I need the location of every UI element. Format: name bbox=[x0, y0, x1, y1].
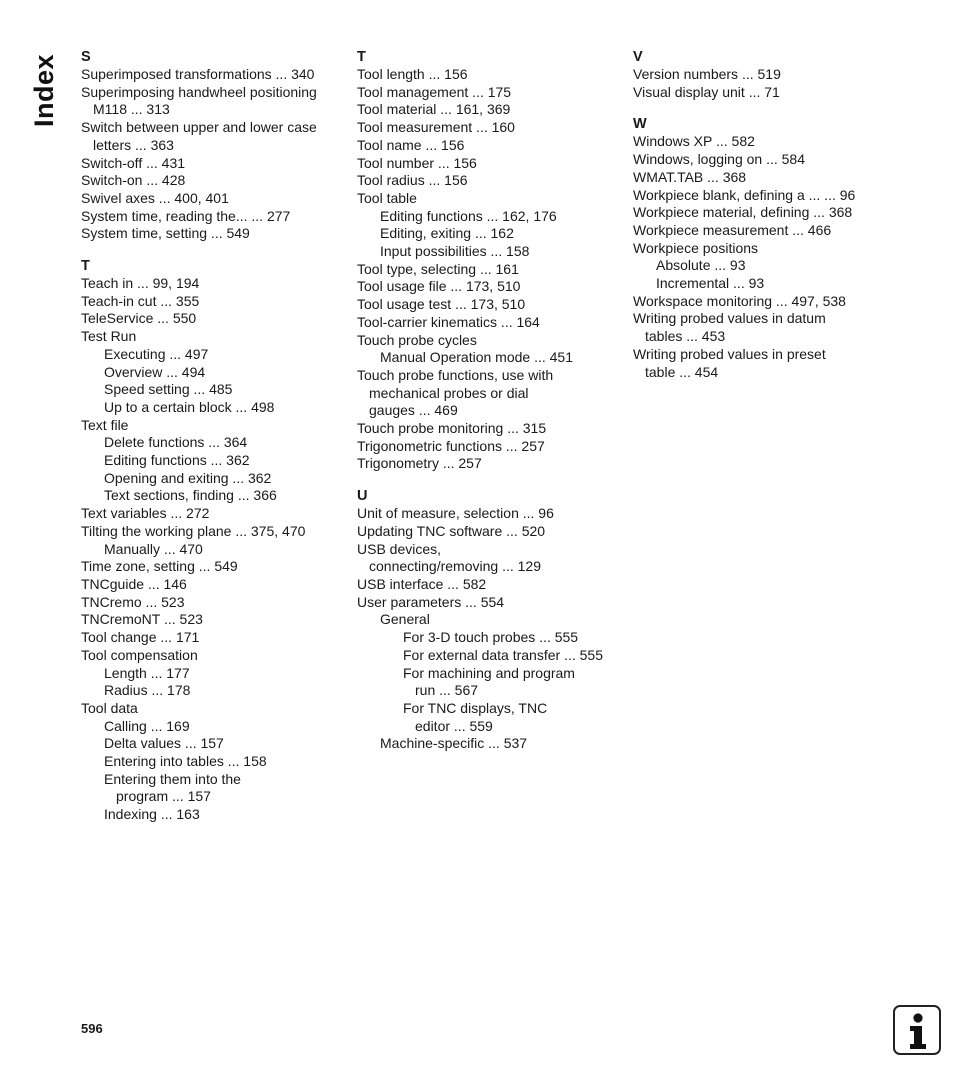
index-entry-text: Tool table bbox=[357, 189, 417, 206]
index-entry-text: Editing functions ... 162, 176 bbox=[380, 207, 557, 224]
index-entry bbox=[81, 310, 341, 328]
index-subentry bbox=[104, 487, 341, 505]
index-entry bbox=[633, 66, 893, 84]
index-entry bbox=[357, 541, 617, 559]
index-entry-text: Tool material ... 161, 369 bbox=[357, 101, 511, 118]
index-entry-text: TeleService ... 550 bbox=[81, 310, 197, 327]
index-entry-text: Unit of measure, selection ... 96 bbox=[357, 505, 554, 522]
index-entry-text: Tool usage file ... 173, 510 bbox=[357, 278, 521, 295]
index-entry-text: For 3-D touch probes ... 555 bbox=[403, 629, 579, 646]
index-entry-text: Calling ... 169 bbox=[104, 717, 190, 734]
index-entry-text: Teach-in cut ... 355 bbox=[81, 292, 200, 309]
index-subentry bbox=[380, 735, 617, 753]
index-entry bbox=[81, 647, 341, 665]
index-entry-text: Absolute ... 93 bbox=[656, 257, 746, 274]
index-entry-text: Swivel axes ... 400, 401 bbox=[81, 189, 229, 206]
index-entry bbox=[81, 190, 341, 208]
index-subentry bbox=[656, 257, 893, 275]
index-entry bbox=[81, 119, 341, 137]
index-entry bbox=[81, 611, 341, 629]
index-entry-text: For external data transfer ... 555 bbox=[403, 646, 603, 663]
index-entry bbox=[81, 629, 341, 647]
index-section-title bbox=[29, 50, 61, 130]
index-subentry bbox=[104, 665, 341, 683]
index-entry-text: Length ... 177 bbox=[104, 664, 190, 681]
index-entry bbox=[81, 155, 341, 173]
index-entry-text: Tool-carrier kinematics ... 164 bbox=[357, 313, 540, 330]
index-title-text: Index bbox=[29, 53, 60, 127]
index-letter-heading: T bbox=[357, 49, 366, 65]
index-entry-text: Touch probe cycles bbox=[357, 331, 477, 348]
index-letter-heading: U bbox=[357, 488, 368, 505]
index-entry-text: Delta values ... 157 bbox=[104, 735, 224, 752]
index-entry-text: Visual display unit ... 71 bbox=[633, 83, 780, 100]
index-entry-continuation: table ... 454 bbox=[645, 363, 719, 380]
index-entry-text: Input possibilities ... 158 bbox=[380, 243, 530, 260]
info-glyph bbox=[895, 1007, 939, 1053]
index-entry bbox=[357, 296, 617, 314]
index-entry bbox=[357, 119, 617, 137]
index-entry-text: Radius ... 178 bbox=[104, 682, 191, 699]
index-entry-text: TNCremoNT ... 523 bbox=[81, 611, 203, 628]
index-entry-text: Tool measurement ... 160 bbox=[357, 119, 515, 136]
index-entry bbox=[81, 505, 341, 523]
index-entry-text: Teach in ... 99, 194 bbox=[81, 275, 200, 292]
index-entry-text: Time zone, setting ... 549 bbox=[81, 558, 238, 575]
index-entry-text: For machining and program bbox=[403, 664, 575, 681]
index-entry bbox=[357, 155, 617, 173]
index-entry bbox=[357, 278, 617, 296]
index-subentry bbox=[104, 346, 341, 364]
index-entry-text: Windows, logging on ... 584 bbox=[633, 151, 805, 168]
index-entry bbox=[81, 275, 341, 293]
index-entry-text: Workpiece blank, defining a ... ... 96 bbox=[633, 186, 856, 203]
index-entry-text: Writing probed values in datum bbox=[633, 310, 826, 327]
index-entry-text: USB interface ... 582 bbox=[357, 575, 487, 592]
index-entry-text: Indexing ... 163 bbox=[104, 806, 200, 823]
index-entry bbox=[81, 84, 341, 102]
index-letter-heading: S bbox=[81, 49, 91, 65]
index-entry bbox=[81, 576, 341, 594]
index-entry bbox=[633, 240, 893, 258]
index-entry-text: Text file bbox=[81, 416, 129, 433]
index-entry-text: Superimposed transformations ... 340 bbox=[81, 66, 315, 82]
info-icon bbox=[893, 1005, 941, 1055]
index-entry bbox=[357, 455, 617, 473]
index-entry bbox=[81, 700, 341, 718]
index-subentry bbox=[380, 225, 617, 243]
index-entry-continuation: connecting/removing ... 129 bbox=[369, 558, 541, 575]
index-entry-continuation: tables ... 453 bbox=[645, 328, 726, 345]
index-subentry bbox=[380, 349, 617, 367]
index-subentry bbox=[104, 718, 341, 736]
index-subentry bbox=[380, 611, 617, 629]
index-entry-text: User parameters ... 554 bbox=[357, 593, 505, 610]
index-entry-text: Tool type, selecting ... 161 bbox=[357, 260, 519, 277]
index-entry-text: Tool data bbox=[81, 699, 138, 716]
index-entry-continuation: gauges ... 469 bbox=[369, 402, 458, 419]
index-entry bbox=[357, 261, 617, 279]
index-entry-text: Tool change ... 171 bbox=[81, 629, 200, 646]
index-entry-text: Manually ... 470 bbox=[104, 540, 203, 557]
index-entry bbox=[357, 438, 617, 456]
index-entry bbox=[357, 137, 617, 155]
index-entry-text: Entering them into the bbox=[104, 770, 241, 787]
index-entry-continuation: M118 ... 313 bbox=[93, 101, 170, 118]
index-entry bbox=[633, 222, 893, 240]
index-subentry bbox=[380, 208, 617, 226]
index-entry bbox=[633, 346, 893, 364]
index-entry-text: Superimposing handwheel positioning bbox=[81, 83, 317, 100]
index-entry-text: Tool radius ... 156 bbox=[357, 172, 468, 189]
index-entry-text: Switch-off ... 431 bbox=[81, 154, 186, 171]
index-entry-text: Tool length ... 156 bbox=[357, 66, 468, 82]
index-entry-continuation: letters ... 363 bbox=[93, 136, 174, 153]
index-entry-text: Tool compensation bbox=[81, 646, 198, 663]
index-subentry bbox=[104, 381, 341, 399]
index-entry-text: Incremental ... 93 bbox=[656, 275, 765, 292]
index-column-2 bbox=[357, 48, 617, 753]
index-entry-text: TNCguide ... 146 bbox=[81, 575, 187, 592]
index-column-1 bbox=[81, 48, 341, 824]
index-subentry bbox=[656, 275, 893, 293]
index-subentry bbox=[403, 700, 617, 718]
index-column-3 bbox=[633, 48, 893, 381]
index-entry-text: TNCremo ... 523 bbox=[81, 593, 185, 610]
index-subentry bbox=[104, 541, 341, 559]
index-entry-text: Switch between upper and lower case bbox=[81, 119, 317, 136]
index-entry-text: Entering into tables ... 158 bbox=[104, 753, 267, 770]
index-entry-text: Touch probe monitoring ... 315 bbox=[357, 420, 547, 437]
index-subentry bbox=[104, 399, 341, 417]
index-entry-text: Trigonometry ... 257 bbox=[357, 455, 482, 472]
index-entry-text: Editing, exiting ... 162 bbox=[380, 225, 514, 242]
index-entry-text: Editing functions ... 362 bbox=[104, 452, 250, 469]
index-entry bbox=[357, 576, 617, 594]
index-entry-text: Tool management ... 175 bbox=[357, 83, 512, 100]
index-entry-text: Windows XP ... 582 bbox=[633, 133, 755, 150]
index-subentry bbox=[403, 665, 617, 683]
index-entry bbox=[633, 133, 893, 151]
index-entry-text: WMAT.TAB ... 368 bbox=[633, 168, 747, 185]
page-number: 596 bbox=[81, 1021, 103, 1036]
index-entry bbox=[633, 310, 893, 328]
index-letter-heading: W bbox=[633, 116, 647, 133]
index-entry-continuation: program ... 157 bbox=[116, 788, 211, 805]
index-entry-text: Trigonometric functions ... 257 bbox=[357, 437, 545, 454]
index-entry-text: Tilting the working plane ... 375, 470 bbox=[81, 522, 306, 539]
index-entry-text: Test Run bbox=[81, 328, 137, 345]
index-entry bbox=[81, 66, 341, 84]
index-entry bbox=[357, 367, 617, 385]
index-entry-text: Text sections, finding ... 366 bbox=[104, 487, 277, 504]
index-subentry bbox=[104, 735, 341, 753]
index-entry-text: Delete functions ... 364 bbox=[104, 434, 248, 451]
index-entry bbox=[357, 523, 617, 541]
index-subentry bbox=[104, 470, 341, 488]
index-entry bbox=[633, 169, 893, 187]
index-entry-text: Tool number ... 156 bbox=[357, 154, 477, 171]
index-entry-text: Opening and exiting ... 362 bbox=[104, 469, 272, 486]
index-entry bbox=[81, 208, 341, 226]
index-entry bbox=[81, 172, 341, 190]
index-entry-text: Workspace monitoring ... 497, 538 bbox=[633, 292, 846, 309]
index-entry-text: Workpiece positions bbox=[633, 239, 759, 256]
index-entry bbox=[357, 332, 617, 350]
index-entry bbox=[633, 84, 893, 102]
index-entry bbox=[357, 101, 617, 119]
index-entry-text: USB devices, bbox=[357, 540, 442, 557]
index-entry-continuation: run ... 567 bbox=[415, 682, 479, 699]
index-entry-text: Text variables ... 272 bbox=[81, 505, 210, 522]
index-subentry bbox=[403, 647, 617, 665]
index-subentry bbox=[403, 629, 617, 647]
index-entry-text: System time, setting ... 549 bbox=[81, 225, 250, 242]
index-entry-text: Tool usage test ... 173, 510 bbox=[357, 296, 526, 313]
index-subentry bbox=[380, 243, 617, 261]
index-subentry bbox=[104, 452, 341, 470]
index-entry bbox=[81, 523, 341, 541]
index-entry-text: Touch probe functions, use with bbox=[357, 366, 554, 383]
index-entry-text: Up to a certain block ... 498 bbox=[104, 398, 275, 415]
index-entry bbox=[357, 420, 617, 438]
index-entry-text: Manual Operation mode ... 451 bbox=[380, 349, 574, 366]
index-entry-text: Tool name ... 156 bbox=[357, 136, 465, 153]
index-entry bbox=[81, 594, 341, 612]
index-entry-text: Workpiece measurement ... 466 bbox=[633, 221, 832, 238]
index-entry bbox=[357, 190, 617, 208]
index-entry-continuation: mechanical probes or dial bbox=[369, 384, 529, 401]
index-entry bbox=[633, 151, 893, 169]
index-entry bbox=[81, 225, 341, 243]
index-subentry bbox=[104, 771, 341, 789]
index-entry-text: Writing probed values in preset bbox=[633, 345, 826, 362]
index-subentry bbox=[104, 753, 341, 771]
index-letter-heading: V bbox=[633, 49, 643, 65]
index-entry bbox=[357, 314, 617, 332]
index-entry-text: Speed setting ... 485 bbox=[104, 381, 233, 398]
index-entry bbox=[633, 187, 893, 205]
index-entry bbox=[357, 505, 617, 523]
index-entry bbox=[357, 594, 617, 612]
index-entry-text: System time, reading the... ... 277 bbox=[81, 207, 291, 224]
index-entry-text: Executing ... 497 bbox=[104, 345, 209, 362]
index-entry bbox=[357, 172, 617, 190]
index-entry bbox=[633, 293, 893, 311]
index-entry-text: Overview ... 494 bbox=[104, 363, 206, 380]
index-entry-text: Workpiece material, defining ... 368 bbox=[633, 204, 853, 221]
index-entry bbox=[81, 328, 341, 346]
index-entry-continuation: editor ... 559 bbox=[415, 717, 493, 734]
index-entry-text: Version numbers ... 519 bbox=[633, 66, 781, 82]
index-entry bbox=[633, 204, 893, 222]
index-entry-text: Switch-on ... 428 bbox=[81, 172, 186, 189]
index-entry bbox=[81, 558, 341, 576]
index-entry-text: For TNC displays, TNC bbox=[403, 699, 548, 716]
index-entry-text: Updating TNC software ... 520 bbox=[357, 522, 546, 539]
index-entry-text: Machine-specific ... 537 bbox=[380, 735, 528, 752]
index-entry bbox=[81, 293, 341, 311]
index-entry bbox=[81, 417, 341, 435]
index-entry bbox=[357, 84, 617, 102]
index-entry-text: General bbox=[380, 611, 430, 628]
index-letter-heading: T bbox=[81, 258, 90, 275]
index-subentry bbox=[104, 806, 341, 824]
index-subentry bbox=[104, 434, 341, 452]
index-entry bbox=[357, 66, 617, 84]
index-subentry bbox=[104, 364, 341, 382]
index-subentry bbox=[104, 682, 341, 700]
